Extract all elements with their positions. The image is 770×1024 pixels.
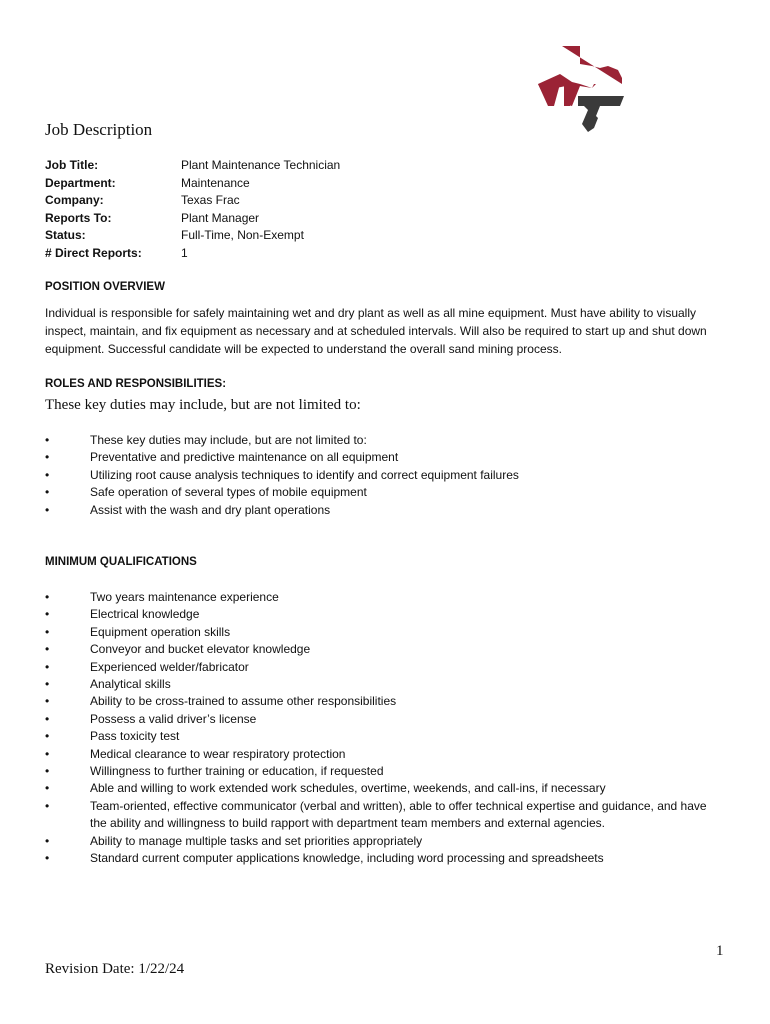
list-item — [45, 850, 725, 867]
job-detail-value: Plant Maintenance Technician — [181, 158, 341, 172]
list-item — [45, 728, 725, 745]
list-item — [45, 676, 725, 693]
bullet-icon: • — [45, 711, 50, 726]
bullet-icon: • — [45, 746, 50, 761]
bullet-icon: • — [45, 433, 50, 447]
job-detail-row — [45, 157, 340, 175]
list-item-text: Two years maintenance experience — [90, 590, 279, 604]
list-item-text: Team-oriented, effective communicator (verbal and written), able to offer technical expertise and guidance, and have the ability and willingness to build rapport with department team members and external agencies. — [90, 798, 707, 831]
qualifications-list — [45, 589, 725, 868]
bullet-icon: • — [45, 851, 50, 866]
list-item-text: Ability to be cross-trained to assume other responsibilities — [90, 694, 397, 709]
job-details-table — [45, 157, 340, 262]
list-item-text: Ability to manage multiple tasks and set priorities appropriately — [90, 833, 423, 848]
list-item — [45, 659, 725, 676]
list-item — [45, 798, 725, 833]
list-item — [45, 833, 725, 850]
logo-red-lower-left — [538, 84, 560, 106]
company-logo — [536, 44, 628, 134]
bullet-icon: • — [45, 833, 50, 848]
position-overview-heading: POSITION OVERVIEW — [45, 281, 165, 293]
document-title: Job Description — [45, 120, 153, 139]
job-detail-row — [45, 192, 340, 210]
list-item — [45, 432, 725, 449]
bullet-icon: • — [45, 450, 50, 465]
bullet-icon: • — [45, 590, 50, 604]
list-item-text: Standard current computer applications knowledge, including word processing and spreadsheets — [90, 851, 604, 866]
bullet-icon: • — [45, 729, 50, 744]
list-item — [45, 467, 725, 484]
roles-intro: These key duties may include, but are not limited to: — [45, 397, 361, 413]
list-item — [45, 641, 725, 658]
logo-dark-shape — [578, 96, 624, 132]
list-item — [45, 763, 725, 780]
job-detail-label: Department: — [45, 175, 116, 190]
bullet-icon: • — [45, 764, 50, 779]
bullet-icon: • — [45, 502, 50, 517]
bullet-icon: • — [45, 624, 50, 639]
list-item-text: Utilizing root cause analysis techniques to identify and correct equipment failures — [90, 467, 519, 482]
job-detail-row — [45, 175, 340, 193]
job-detail-value: Full-Time, Non-Exempt — [181, 228, 304, 242]
bullet-icon: • — [45, 642, 50, 657]
list-item-text: Experienced welder/fabricator — [90, 659, 249, 674]
list-item-text: Equipment operation skills — [90, 624, 231, 639]
list-item — [45, 589, 725, 606]
job-detail-value: Plant Manager — [181, 210, 260, 225]
list-item-text: Medical clearance to wear respiratory protection — [90, 746, 346, 761]
list-item — [45, 693, 725, 710]
bullet-icon: • — [45, 798, 50, 813]
bullet-icon: • — [45, 485, 50, 500]
job-detail-row — [45, 245, 340, 263]
list-item-text: Analytical skills — [90, 677, 171, 692]
job-detail-value: Maintenance — [181, 175, 250, 190]
roles-heading: ROLES AND RESPONSIBILITIES: — [45, 378, 227, 390]
revision-date: Revision Date: 1/22/24 — [45, 961, 185, 977]
list-item-text: Conveyor and bucket elevator knowledge — [90, 642, 311, 657]
list-item-text: These key duties may include, but are not limited to: — [90, 433, 367, 447]
list-item-text: Preventative and predictive maintenance on all equipment — [90, 450, 399, 465]
list-item-text: Safe operation of several types of mobile equipment — [90, 485, 367, 500]
job-detail-label: Reports To: — [45, 210, 112, 225]
list-item-text: Assist with the wash and dry plant operations — [90, 502, 331, 517]
bullet-icon: • — [45, 467, 50, 482]
roles-list — [45, 432, 725, 519]
list-item-text: Electrical knowledge — [90, 607, 200, 622]
bullet-icon: • — [45, 607, 50, 622]
qualifications-heading: MINIMUM QUALIFICATIONS — [45, 556, 197, 568]
list-item — [45, 484, 725, 501]
job-detail-label: # Direct Reports: — [45, 245, 142, 260]
list-item — [45, 746, 725, 763]
list-item-text: Possess a valid driver’s license — [90, 711, 257, 726]
bullet-icon: • — [45, 694, 50, 709]
job-detail-value: 1 — [181, 245, 188, 260]
bullet-icon: • — [45, 781, 50, 796]
position-overview-text: Individual is responsible for safely maintaining wet and dry plant as well as all mine equipment. Must have ability to visually inspect, maintain, and fix equipment as necessary and at scheduled intervals. Will also be required to start up and shut down equipment. Successful candidate will be expected to understand the overall sand mining process. — [45, 306, 707, 356]
bullet-icon: • — [45, 677, 50, 692]
list-item-text: Pass toxicity test — [90, 729, 180, 744]
list-item — [45, 502, 725, 519]
list-item — [45, 711, 725, 728]
list-item-text: Willingness to further training or education, if requested — [90, 764, 384, 779]
job-detail-label: Job Title: — [45, 158, 99, 172]
bullet-icon: • — [45, 659, 50, 674]
job-detail-label: Status: — [45, 228, 86, 242]
job-detail-value: Texas Frac — [181, 193, 240, 207]
job-detail-row — [45, 227, 340, 245]
job-detail-row — [45, 210, 340, 228]
list-item — [45, 624, 725, 641]
list-item — [45, 449, 725, 466]
list-item — [45, 606, 725, 623]
page-number: 1 — [716, 943, 724, 959]
job-detail-label: Company: — [45, 193, 104, 207]
list-item-text: Able and willing to work extended work schedules, overtime, weekends, and call-ins, if necessary — [90, 781, 606, 796]
list-item — [45, 780, 725, 797]
